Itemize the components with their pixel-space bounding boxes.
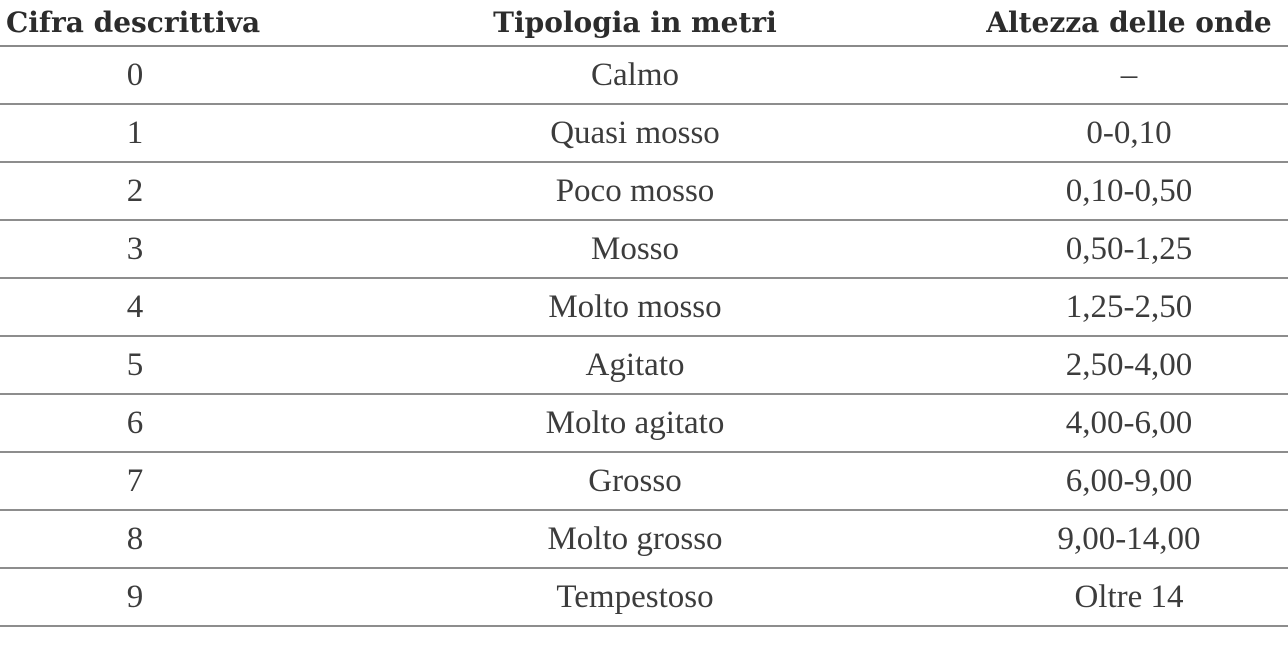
table-row: [0, 104, 1288, 162]
cell-tipologia: Mosso: [270, 220, 970, 278]
cell-altezza: 2,50-4,00: [970, 336, 1288, 394]
cell-cifra: 7: [0, 452, 270, 510]
cell-tipologia: Calmo: [270, 46, 970, 104]
cell-tipologia: Poco mosso: [270, 162, 970, 220]
cell-altezza: Oltre 14: [970, 568, 1288, 626]
cell-tipologia: Molto mosso: [270, 278, 970, 336]
cell-altezza: –: [970, 46, 1288, 104]
header-tipologia-in-metri: Tipologia in metri: [270, 0, 970, 46]
table-header: [0, 0, 1288, 46]
header-cifra-descrittiva: Cifra descrittiva: [0, 0, 270, 46]
table-row: [0, 278, 1288, 336]
table-row: [0, 46, 1288, 104]
cell-tipologia: Grosso: [270, 452, 970, 510]
table-row: [0, 568, 1288, 626]
table-row: [0, 220, 1288, 278]
header-altezza-delle-onde: Altezza delle onde: [970, 0, 1288, 46]
cell-altezza: 6,00-9,00: [970, 452, 1288, 510]
cell-cifra: 4: [0, 278, 270, 336]
cell-altezza: 0-0,10: [970, 104, 1288, 162]
cell-tipologia: Agitato: [270, 336, 970, 394]
cell-cifra: 3: [0, 220, 270, 278]
cell-cifra: 6: [0, 394, 270, 452]
cell-tipologia: Quasi mosso: [270, 104, 970, 162]
cell-tipologia: Molto agitato: [270, 394, 970, 452]
cell-altezza: 0,10-0,50: [970, 162, 1288, 220]
cell-cifra: 0: [0, 46, 270, 104]
cell-cifra: 8: [0, 510, 270, 568]
header-row: [0, 0, 1288, 46]
cell-altezza: 4,00-6,00: [970, 394, 1288, 452]
table-body: [0, 46, 1288, 626]
table-row: [0, 162, 1288, 220]
table-row: [0, 394, 1288, 452]
cell-altezza: 1,25-2,50: [970, 278, 1288, 336]
cell-altezza: 9,00-14,00: [970, 510, 1288, 568]
cell-cifra: 2: [0, 162, 270, 220]
cell-tipologia: Molto grosso: [270, 510, 970, 568]
cell-cifra: 9: [0, 568, 270, 626]
table-row: [0, 452, 1288, 510]
table-row: [0, 510, 1288, 568]
cell-tipologia: Tempestoso: [270, 568, 970, 626]
cell-cifra: 5: [0, 336, 270, 394]
cell-cifra: 1: [0, 104, 270, 162]
cell-altezza: 0,50-1,25: [970, 220, 1288, 278]
table-row: [0, 336, 1288, 394]
